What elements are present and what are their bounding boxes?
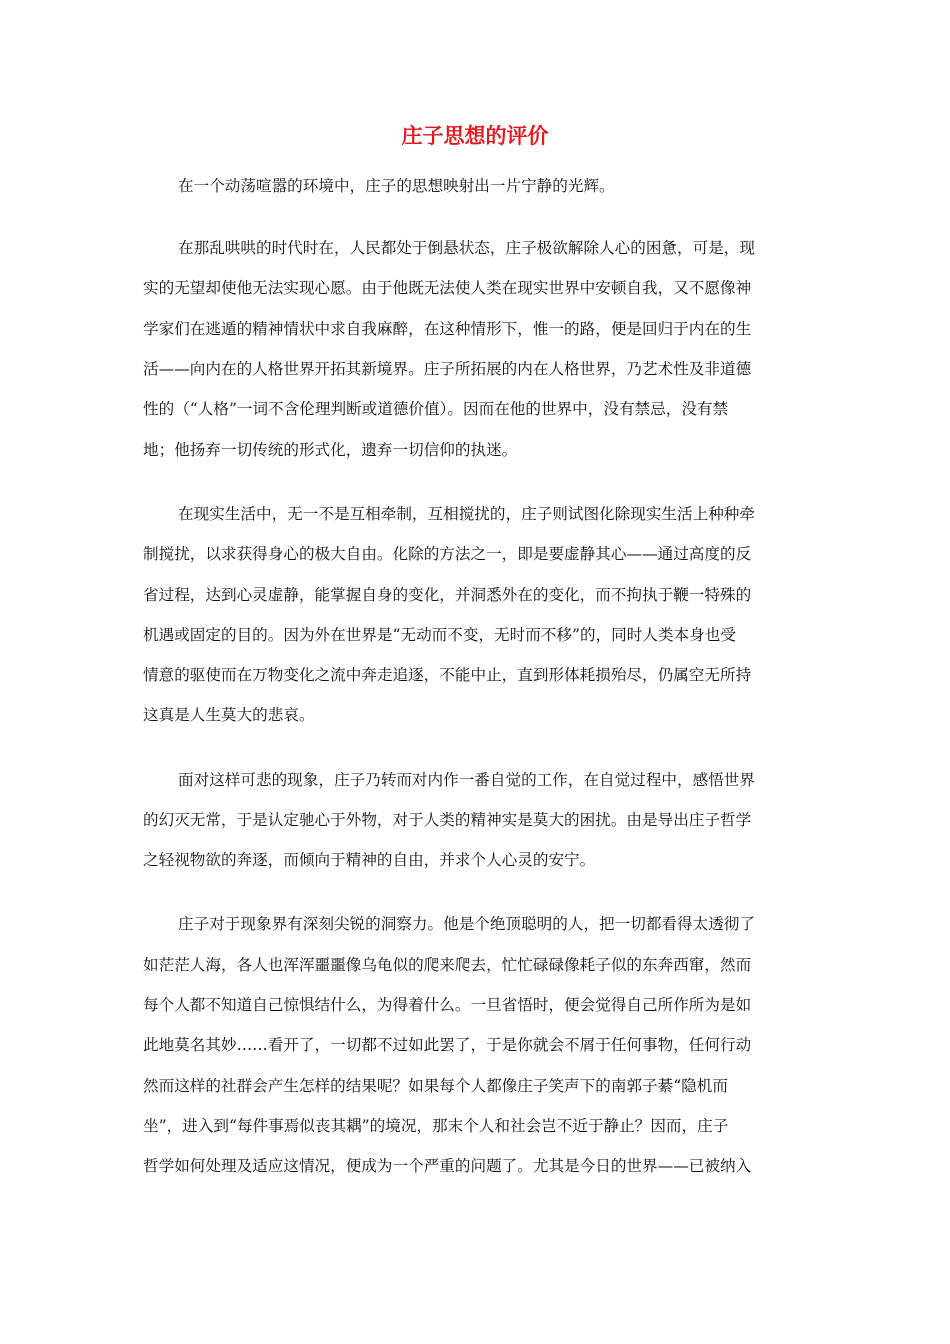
text-line: 学家们在逃遁的精神情状中求自我麻醉，在这种情形下，惟一的路，便是回归于内在的生 — [143, 320, 752, 338]
text-line: 在现实生活中，无一不是互相牵制，互相搅扰的，庄子则试图化除现实生活上种种牵 — [178, 505, 755, 523]
text-line: 地；他扬弃一切传统的形式化，遗弃一切信仰的执迷。 — [143, 441, 518, 459]
text-line: 坐”，进入到“每件事焉似丧其耦”的境况，那末个人和社会岂不近于静止？因而，庄子 — [143, 1117, 729, 1135]
text-line: 如茫茫人海，各人也浑浑噩噩像乌龟似的爬来爬去，忙忙碌碌像耗子似的东奔西窜，然而 — [143, 956, 752, 974]
document-title: 庄子思想的评价 — [401, 123, 549, 148]
text-line: 哲学如何处理及适应这情况，便成为一个严重的问题了。尤其是今日的世界——已被纳入 — [143, 1157, 752, 1175]
text-line: 活——向内在的人格世界开拓其新境界。庄子所拓展的内在人格世界，乃艺术性及非道德 — [143, 360, 752, 378]
text-line: 面对这样可悲的现象，庄子乃转而对内作一番自觉的工作，在自觉过程中，感悟世界 — [178, 771, 755, 789]
text-line: 在一个动荡喧嚣的环境中，庄子的思想映射出一片宁静的光辉。 — [178, 177, 615, 195]
text-line: 每个人都不知道自己惊惧结什么，为得着什么。一旦省悟时，便会觉得自己所作所为是如 — [143, 996, 752, 1014]
text-line: 省过程，达到心灵虚静，能掌握自身的变化，并洞悉外在的变化，而不拘执于鞭一特殊的 — [143, 586, 752, 604]
text-line: 庄子对于现象界有深刻尖锐的洞察力。他是个绝顶聪明的人，把一切都看得太透彻了 — [178, 915, 755, 933]
text-line: 情意的驱使而在万物变化之流中奔走追逐，不能中止，直到形体耗损殆尽，仍属空无所持 — [143, 666, 752, 684]
text-line: 然而这样的社群会产生怎样的结果呢？如果每个人都像庄子笑声下的南郭子綦“隐机而 — [143, 1077, 728, 1095]
text-line: 的幻灭无常，于是认定驰心于外物，对于人类的精神实是莫大的困扰。由是导出庄子哲学 — [143, 811, 752, 829]
text-line: 性的（“人格”一词不含伦理判断或道德价值）。因而在他的世界中，没有禁忌，没有禁 — [143, 400, 729, 418]
text-line: 制搅扰，以求获得身心的极大自由。化除的方法之一，即是要虚静其心——通过高度的反 — [143, 545, 752, 563]
text-line: 在那乱哄哄的时代时在，人民都处于倒悬状态，庄子极欲解除人心的困惫，可是，现 — [178, 239, 755, 257]
text-line: 这真是人生莫大的悲哀。 — [143, 706, 315, 724]
text-line: 此地莫名其妙……看开了，一切都不过如此罢了，于是你就会不屑于任何事物，任何行动 — [143, 1036, 752, 1054]
text-line: 机遇或固定的目的。因为外在世界是“无动而不变，无时而不移”的，同时人类本身也受 — [143, 626, 736, 644]
text-line: 之轻视物欲的奔逐，而倾向于精神的自由，并求个人心灵的安宁。 — [143, 851, 596, 869]
text-line: 实的无望却使他无法实现心愿。由于他既无法使人类在现实世界中安顿自我，又不愿像神 — [143, 279, 752, 297]
